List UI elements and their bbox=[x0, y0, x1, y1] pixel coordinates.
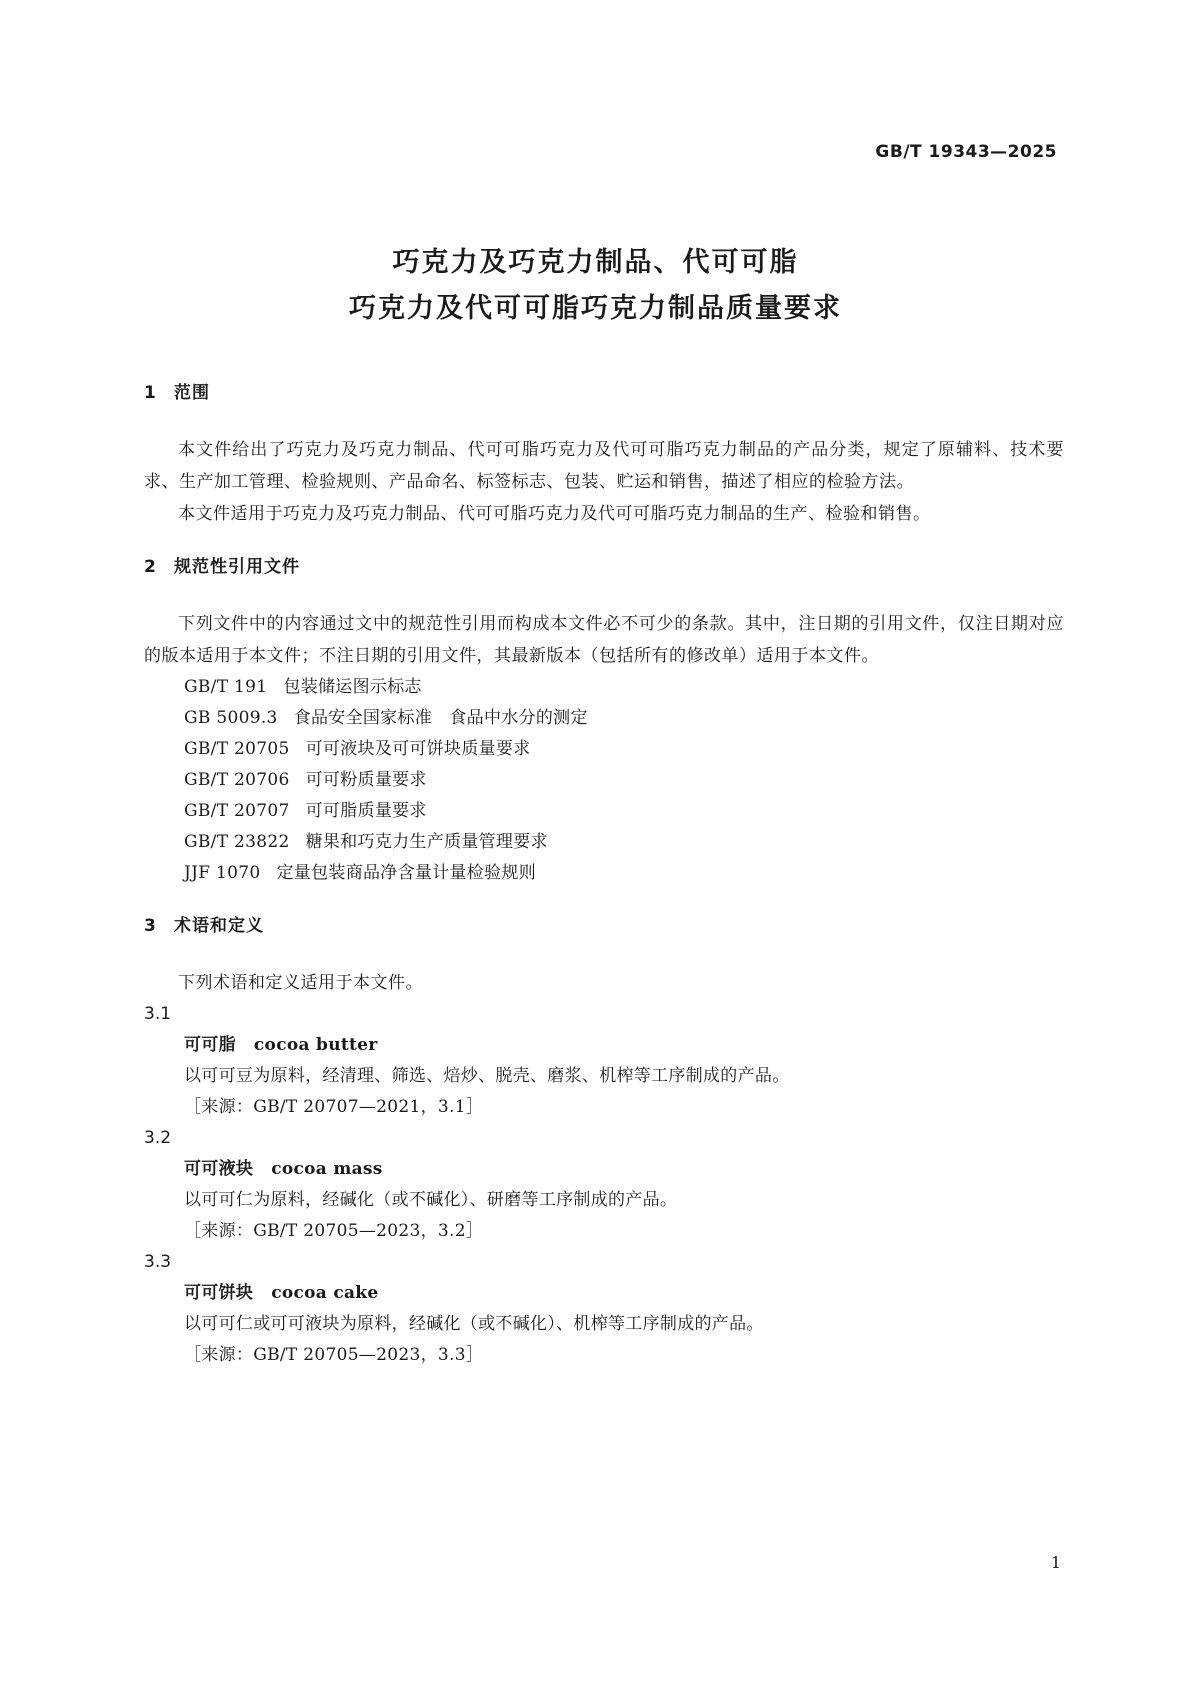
reference-list bbox=[144, 672, 1064, 889]
paragraph: 本文件给出了巧克力及巧克力制品、代可可脂巧克力及代可可脂巧克力制品的产品分类，规定了原辅料、技术要求、生产加工管理、检验规则、产品命名、标签标志、包装、贮运和销售，描述了相应的检验方法。 bbox=[144, 440, 1064, 492]
term-title bbox=[144, 1030, 1064, 1061]
reference-title: 定量包装商品净含量计量检验规则 bbox=[276, 863, 536, 883]
term-definition: 以可可仁为原料，经碱化（或不碱化）、研磨等工序制成的产品。 bbox=[184, 1190, 678, 1210]
reference-item bbox=[144, 827, 1064, 858]
reference-title: 可可粉质量要求 bbox=[305, 770, 427, 790]
reference-title: 可可脂质量要求 bbox=[305, 801, 427, 821]
reference-title: 糖果和巧克力生产质量管理要求 bbox=[305, 832, 548, 852]
reference-item bbox=[144, 765, 1064, 796]
term-source: ［来源：GB/T 20705—2023，3.2］ bbox=[184, 1221, 484, 1241]
term-source: ［来源：GB/T 20707—2021，3.1］ bbox=[184, 1097, 484, 1117]
term-name: 可可脂 bbox=[184, 1035, 236, 1055]
term-number: 3.2 bbox=[144, 1128, 172, 1148]
reference-item bbox=[144, 734, 1064, 765]
reference-code: GB/T 23822 bbox=[184, 832, 290, 852]
section-title: 术语和定义 bbox=[174, 916, 264, 936]
section-heading bbox=[144, 552, 1064, 582]
reference-code: JJF 1070 bbox=[184, 863, 261, 883]
term-english: cocoa mass bbox=[271, 1159, 383, 1179]
reference-item bbox=[144, 796, 1064, 827]
term-source: ［来源：GB/T 20705—2023，3.3］ bbox=[184, 1345, 484, 1365]
reference-title: 食品安全国家标准 食品中水分的测定 bbox=[293, 708, 588, 728]
reference-code: GB/T 20705 bbox=[184, 739, 290, 759]
term-definition: 以可可仁或可可液块为原料，经碱化（或不碱化）、机榨等工序制成的产品。 bbox=[184, 1314, 764, 1334]
section-heading bbox=[144, 378, 1064, 408]
reference-item bbox=[144, 672, 1064, 703]
term-entry bbox=[144, 999, 1064, 1123]
section-title: 范围 bbox=[174, 383, 210, 403]
term-name: 可可饼块 bbox=[184, 1283, 254, 1303]
section-number: 3 bbox=[144, 916, 157, 936]
paragraph: 下列文件中的内容通过文中的规范性引用而构成本文件必不可少的条款。其中，注日期的引用文件，仅注日期对应的版本适用于本文件；不注日期的引用文件，其最新版本（包括所有的修改单）适用于本文件。 bbox=[144, 614, 1064, 666]
standard-code: GB/T 19343—2025 bbox=[875, 142, 1057, 162]
reference-title: 可可液块及可可饼块质量要求 bbox=[305, 739, 531, 759]
section-title: 规范性引用文件 bbox=[174, 557, 300, 577]
term-name: 可可液块 bbox=[184, 1159, 254, 1179]
reference-item bbox=[144, 858, 1064, 889]
term-english: cocoa butter bbox=[253, 1035, 378, 1055]
reference-code: GB/T 20706 bbox=[184, 770, 290, 790]
term-english: cocoa cake bbox=[271, 1283, 379, 1303]
term-title bbox=[144, 1154, 1064, 1185]
term-number: 3.3 bbox=[144, 1252, 172, 1272]
title-line-1: 巧克力及巧克力制品、代可可脂 bbox=[392, 247, 799, 278]
document-title bbox=[0, 240, 1191, 332]
paragraph: 本文件适用于巧克力及巧克力制品、代可可脂巧克力及代可可脂巧克力制品的生产、检验和销售。 bbox=[178, 504, 931, 524]
paragraph: 下列术语和定义适用于本文件。 bbox=[178, 973, 423, 993]
document-body bbox=[144, 378, 1064, 1371]
term-entry bbox=[144, 1247, 1064, 1371]
page-number: 1 bbox=[1050, 1553, 1061, 1572]
term-entry bbox=[144, 1123, 1064, 1247]
title-line-2: 巧克力及代可可脂巧克力制品质量要求 bbox=[349, 293, 842, 324]
term-title bbox=[144, 1278, 1064, 1309]
section-heading bbox=[144, 911, 1064, 941]
section-number: 2 bbox=[144, 557, 157, 577]
section-number: 1 bbox=[144, 383, 157, 403]
reference-title: 包装储运图示标志 bbox=[283, 677, 422, 697]
reference-item bbox=[144, 703, 1064, 734]
reference-code: GB/T 191 bbox=[184, 677, 268, 697]
term-number: 3.1 bbox=[144, 1004, 172, 1024]
term-definition: 以可可豆为原料，经清理、筛选、焙炒、脱壳、磨浆、机榨等工序制成的产品。 bbox=[184, 1066, 790, 1086]
reference-code: GB 5009.3 bbox=[184, 708, 278, 728]
reference-code: GB/T 20707 bbox=[184, 801, 290, 821]
